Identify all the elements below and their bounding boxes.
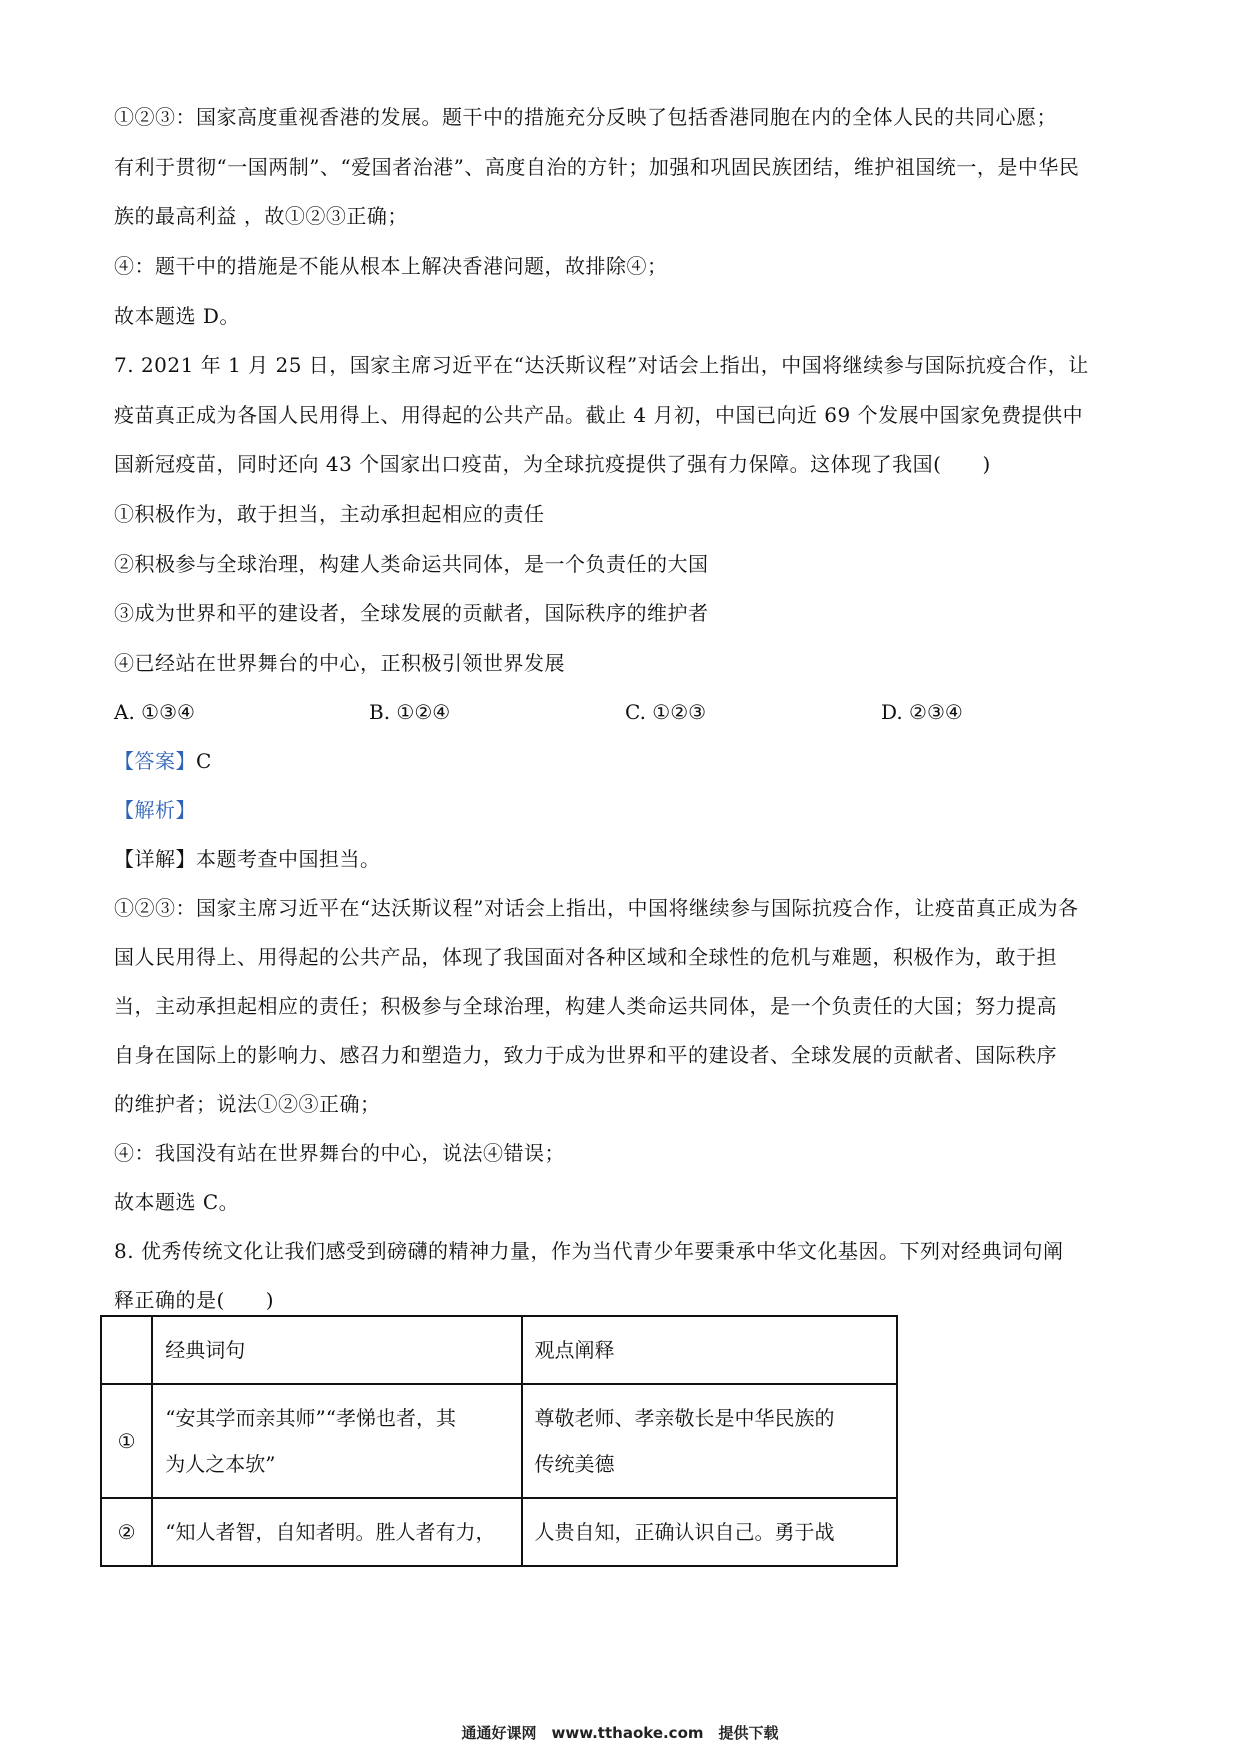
quote-text: “知人者智，自知者明。胜人者有力， — [165, 1520, 496, 1544]
detail-line: 自身在国际上的影响力、感召力和塑造力，致力于成为世界和平的建设者、全球发展的贡献者、国际秩序 — [114, 1043, 1057, 1067]
option-d: D. ②③④ — [881, 700, 963, 724]
detail-tag: 【详解】 — [114, 847, 196, 871]
explanation-line: ①②③：国家高度重视香港的发展。题干中的措施充分反映了包括香港同胞在内的全体人民的共同心愿； — [114, 105, 1057, 129]
statement-4: ④已经站在世界舞台的中心，正积极引领世界发展 — [114, 651, 565, 675]
page-footer: 通通好课网 www.tthaoke.com 提供下载 — [461, 1724, 779, 1742]
option-b: B. ①②④ — [369, 700, 451, 724]
quote-text: 为人之本欤” — [165, 1452, 276, 1476]
table-header-cell: 观点阐释 — [522, 1316, 897, 1384]
option-c: C. ①②③ — [625, 700, 707, 724]
question-8-stem: 8. 优秀传统文化让我们感受到磅礴的精神力量，作为当代青少年要秉承中华文化基因。下列对经典词句阐 — [114, 1239, 1064, 1263]
detail-heading — [114, 844, 1134, 874]
answer-value: C — [196, 749, 212, 773]
classic-quotes-table — [100, 1315, 898, 1567]
table-header-cell — [101, 1316, 152, 1384]
explanation-line: 有利于贯彻“一国两制”、“爱国者治港”、高度自治的方针；加强和巩固民族团结，维护祖国统一，是中华民 — [114, 155, 1080, 179]
explanation-text: 传统美德 — [534, 1452, 615, 1476]
explanation-text: 尊敬老师、孝亲敬长是中华民族的 — [534, 1406, 835, 1430]
analysis-heading — [114, 795, 1134, 825]
quote-cell — [152, 1498, 521, 1566]
analysis-tag: 【解析】 — [114, 798, 196, 822]
statement-1: ①积极作为，敢于担当，主动承担起相应的责任 — [114, 502, 545, 526]
question-8-stem: 释正确的是( ) — [114, 1288, 275, 1312]
row-number: ② — [101, 1498, 152, 1566]
table-row — [101, 1498, 897, 1566]
detail-line: 国人民用得上、用得起的公共产品，体现了我国面对各种区域和全球性的危机与难题，积极作为，敢于担 — [114, 945, 1057, 969]
statement-3: ③成为世界和平的建设者，全球发展的贡献者，国际秩序的维护者 — [114, 601, 709, 625]
question-7-stem: 国新冠疫苗，同时还向 43 个国家出口疫苗，为全球抗疫提供了强有力保障。这体现了我国( ) — [114, 452, 991, 476]
option-a: A. ①③④ — [114, 700, 195, 724]
table-header-row — [101, 1316, 897, 1384]
explanation-cell — [522, 1384, 897, 1498]
detail-line: ①②③：国家主席习近平在“达沃斯议程”对话会上指出，中国将继续参与国际抗疫合作，让疫苗真正成为各 — [114, 896, 1079, 920]
question-7-stem: 7. 2021 年 1 月 25 日，国家主席习近平在“达沃斯议程”对话会上指出，中国将继续参与国际抗疫合作，让 — [114, 353, 1089, 377]
quote-text: “安其学而亲其师”“孝悌也者，其 — [165, 1406, 456, 1430]
answer-tag: 【答案】 — [114, 749, 196, 773]
detail-line: 当，主动承担起相应的责任；积极参与全球治理，构建人类命运共同体，是一个负责任的大国；努力提高 — [114, 994, 1057, 1018]
row-number: ① — [101, 1384, 152, 1498]
detail-line: 的维护者；说法①②③正确； — [114, 1092, 381, 1116]
answer-line — [114, 746, 1134, 776]
detail-intro: 本题考查中国担当。 — [196, 847, 381, 871]
detail-line: ④：我国没有站在世界舞台的中心，说法④错误； — [114, 1141, 565, 1165]
table-header-cell: 经典词句 — [152, 1316, 521, 1384]
quote-cell — [152, 1384, 521, 1498]
answer-conclusion: 故本题选 C。 — [114, 1190, 240, 1214]
explanation-line: 族的最高利益 ，故①②③正确； — [114, 204, 408, 228]
explanation-line: ④：题干中的措施是不能从根本上解决香港问题，故排除④； — [114, 254, 668, 278]
statement-2: ②积极参与全球治理，构建人类命运共同体，是一个负责任的大国 — [114, 552, 709, 576]
table-row — [101, 1384, 897, 1498]
explanation-text: 人贵自知，正确认识自己。勇于战 — [534, 1520, 835, 1544]
question-7-stem: 疫苗真正成为各国人民用得上、用得起的公共产品。截止 4 月初，中国已向近 69 个发展中国家免费提供中 — [114, 403, 1084, 427]
explanation-cell — [522, 1498, 897, 1566]
answer-conclusion: 故本题选 D。 — [114, 304, 240, 328]
